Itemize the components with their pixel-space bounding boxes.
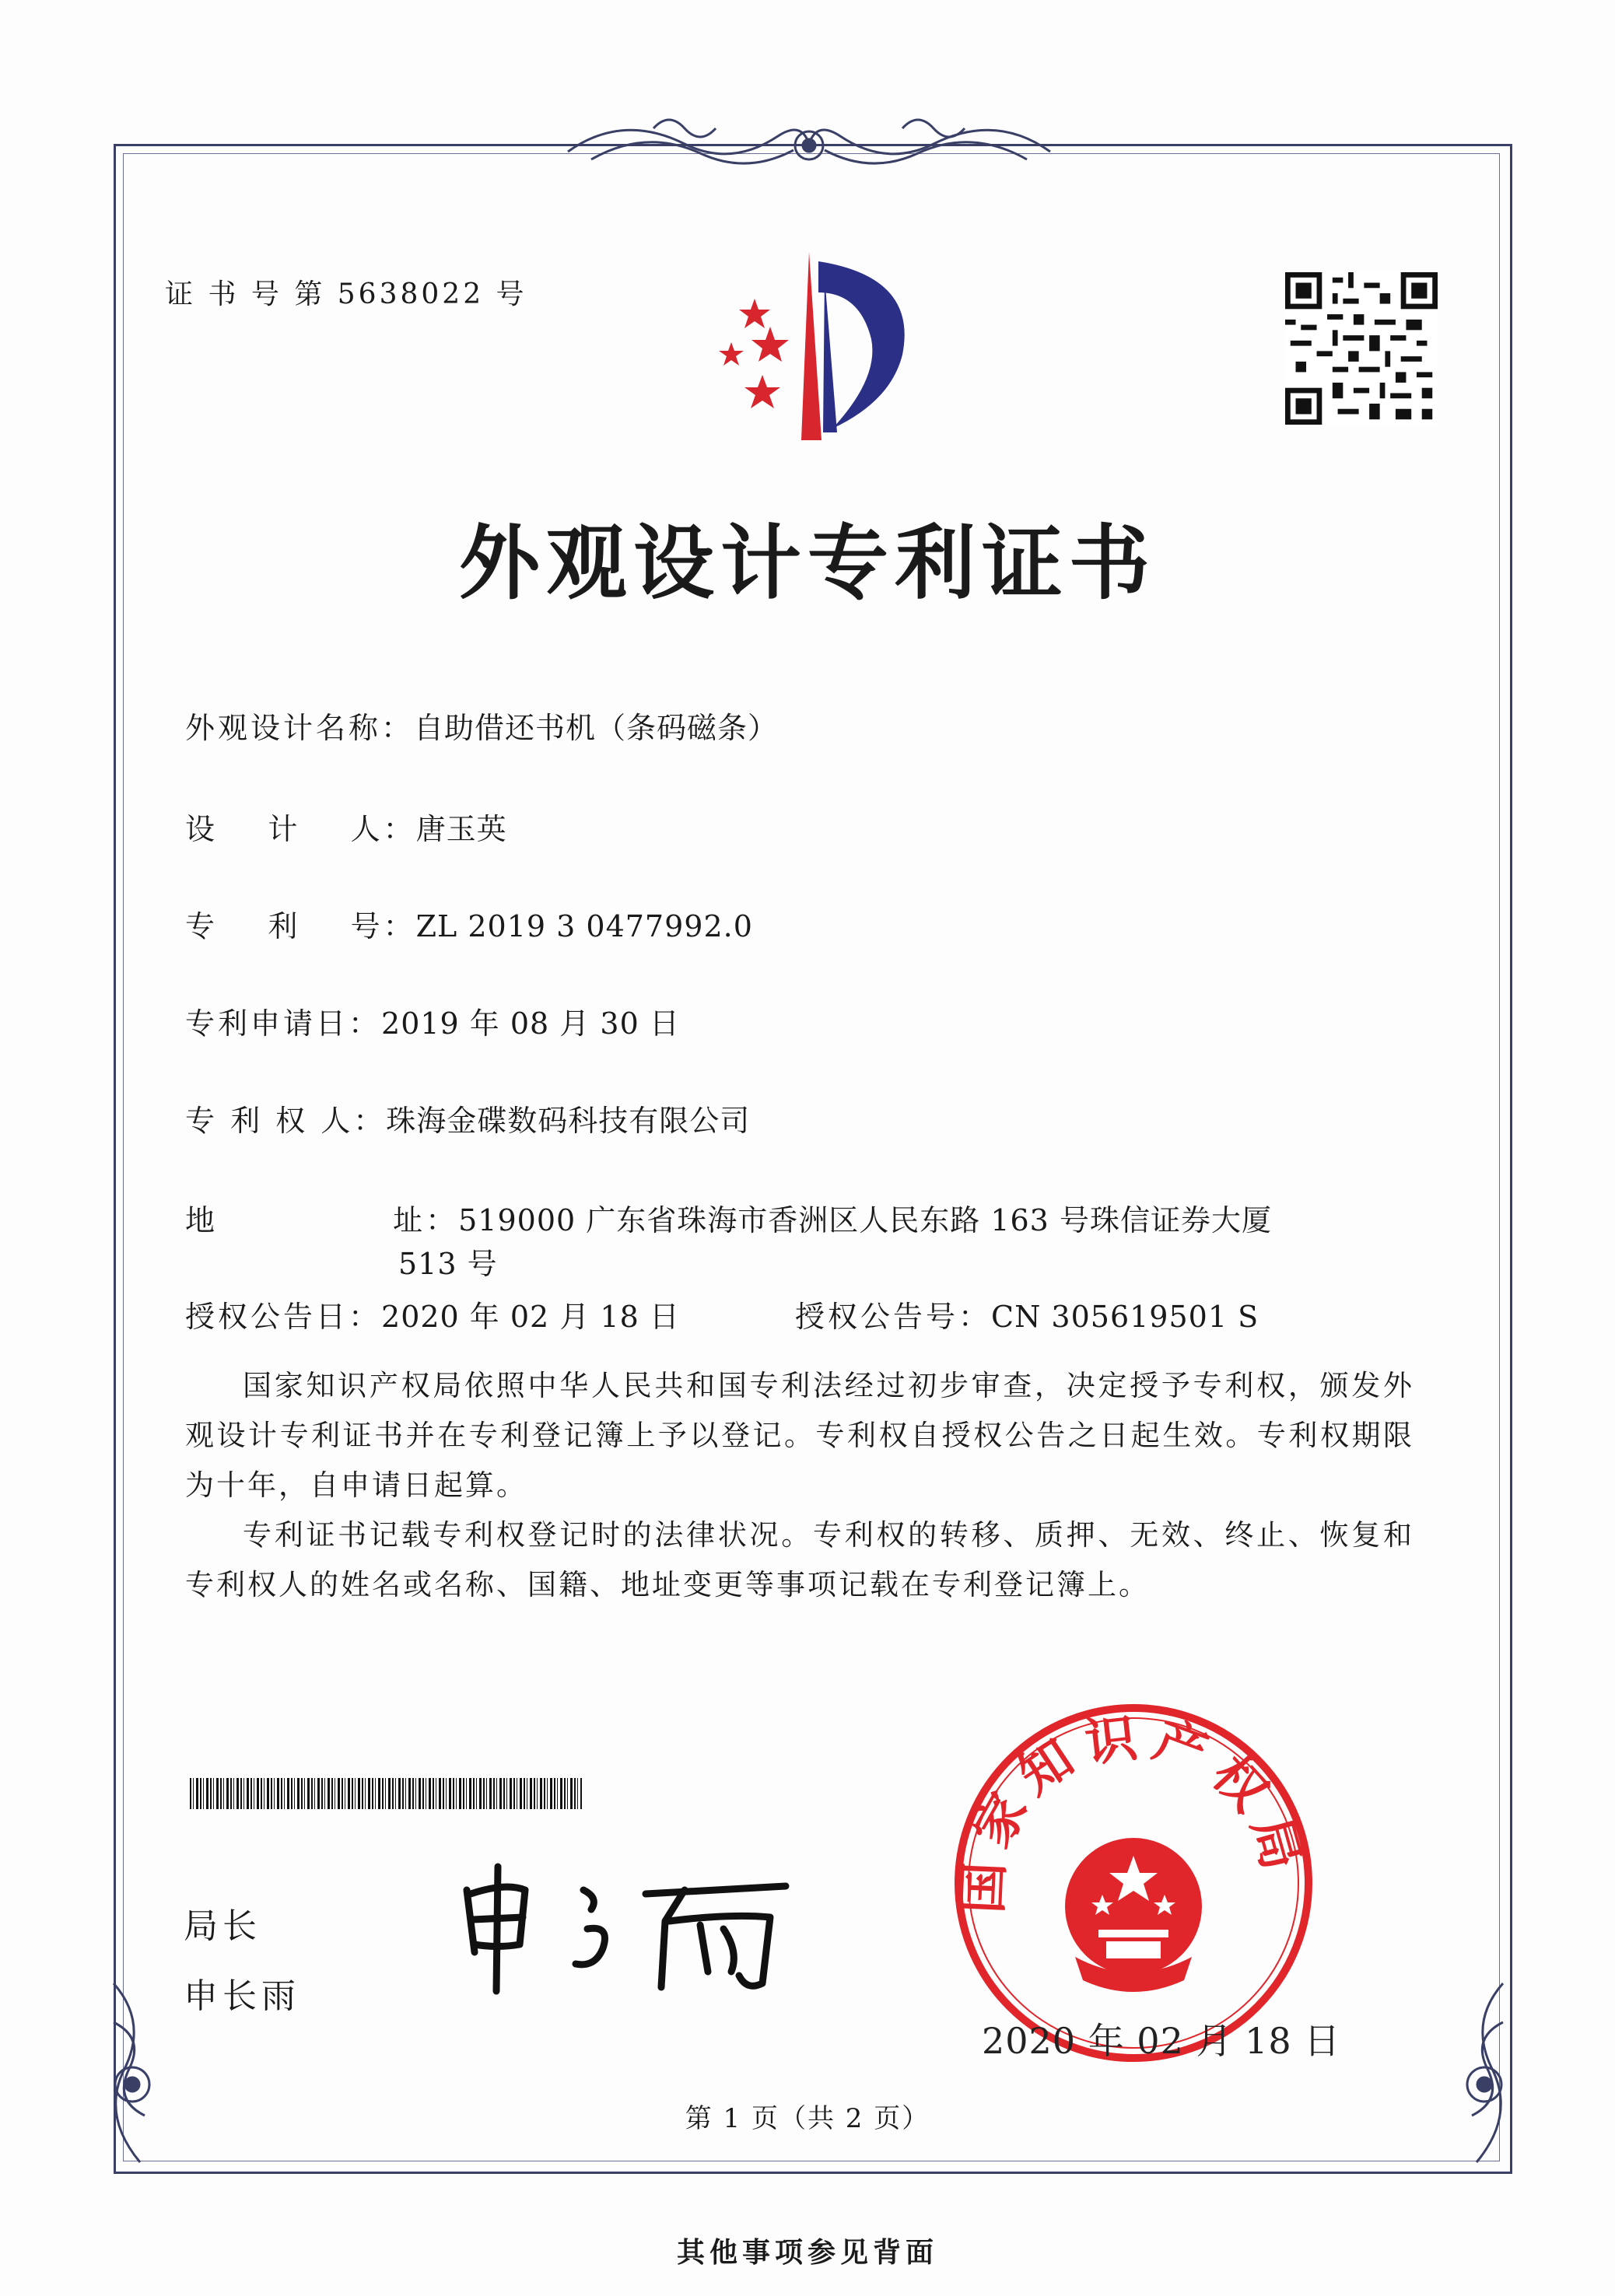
address-row [185,1196,1272,1239]
legal-paragraph-2: 专利证书记载专利权登记时的法律状况。专利权的转移、质押、无效、终止、恢复和专利权人的姓名或名称、国籍、地址变更等事项记载在专利登记簿上。 [185,1518,1414,1601]
director-name: 申长雨 [184,1976,300,2016]
grant-date-row [185,1293,680,1335]
patent-number-label: 专 利 号： [185,909,416,943]
address-label: 地 址： [185,1203,459,1237]
application-date-row [185,999,680,1042]
legal-paragraph-1: 国家知识产权局依照中华人民共和国专利法经过初步审查，决定授予专利权，颁发外观设计专利证书并在专利登记簿上予以登记。专利权自授权公告之日起生效。专利权期限为十年，自申请日起算。 [185,1369,1414,1502]
official-seal [951,1700,1316,2066]
design-name-row [185,704,778,747]
certificate-title: 外观设计专利证书 [458,516,1156,611]
address-value-line2: 513 号 [398,1247,498,1281]
patentee-row [185,1097,750,1139]
patentee-label: 专 利 权 人： [185,1104,387,1138]
grant-number-value: CN 305619501 S [991,1300,1259,1334]
address-value-line1: 519000 广东省珠海市香洲区人民东路 163 号珠信证券大厦 [458,1203,1272,1237]
certificate-number: 证 书 号 第 5638022 号 [165,278,527,310]
application-date-label: 专利申请日： [185,1006,382,1041]
designer-row [185,805,507,848]
director-signature [451,1859,809,1999]
grant-number-label: 授权公告号： [795,1300,992,1334]
barcode [190,1778,582,1809]
design-name-label: 外观设计名称： [185,711,415,745]
top-ornament [560,105,1058,179]
bottom-right-ornament [1422,1976,1539,2178]
grant-date-label: 授权公告日： [185,1300,382,1334]
application-date-value: 2019 年 08 月 30 日 [381,1006,680,1041]
footer-note: 其他事项参见背面 [676,2236,938,2269]
patentee-value: 珠海金碟数码科技有限公司 [386,1104,751,1138]
page-number: 第 1 页（共 2 页） [685,2103,930,2134]
bottom-left-ornament [78,1976,194,2178]
address-row-2 [398,1240,498,1283]
grant-date-value: 2020 年 02 月 18 日 [381,1300,680,1334]
design-name-value: 自助借还书机（条码磁条） [414,711,779,745]
patent-office-logo [685,246,941,448]
patent-number-value: ZL 2019 3 0477992.0 [415,909,753,943]
director-title: 局长 [184,1906,261,1946]
designer-label: 设 计 人： [185,812,416,846]
seal-text: 国家知识产权局 [952,1706,1315,1915]
qr-code [1285,272,1438,425]
seal-date: 2020 年 02 月 18 日 [982,2020,1341,2062]
patent-number-row [185,902,753,945]
grant-number-row [795,1293,1259,1335]
designer-value: 唐玉英 [415,812,507,846]
